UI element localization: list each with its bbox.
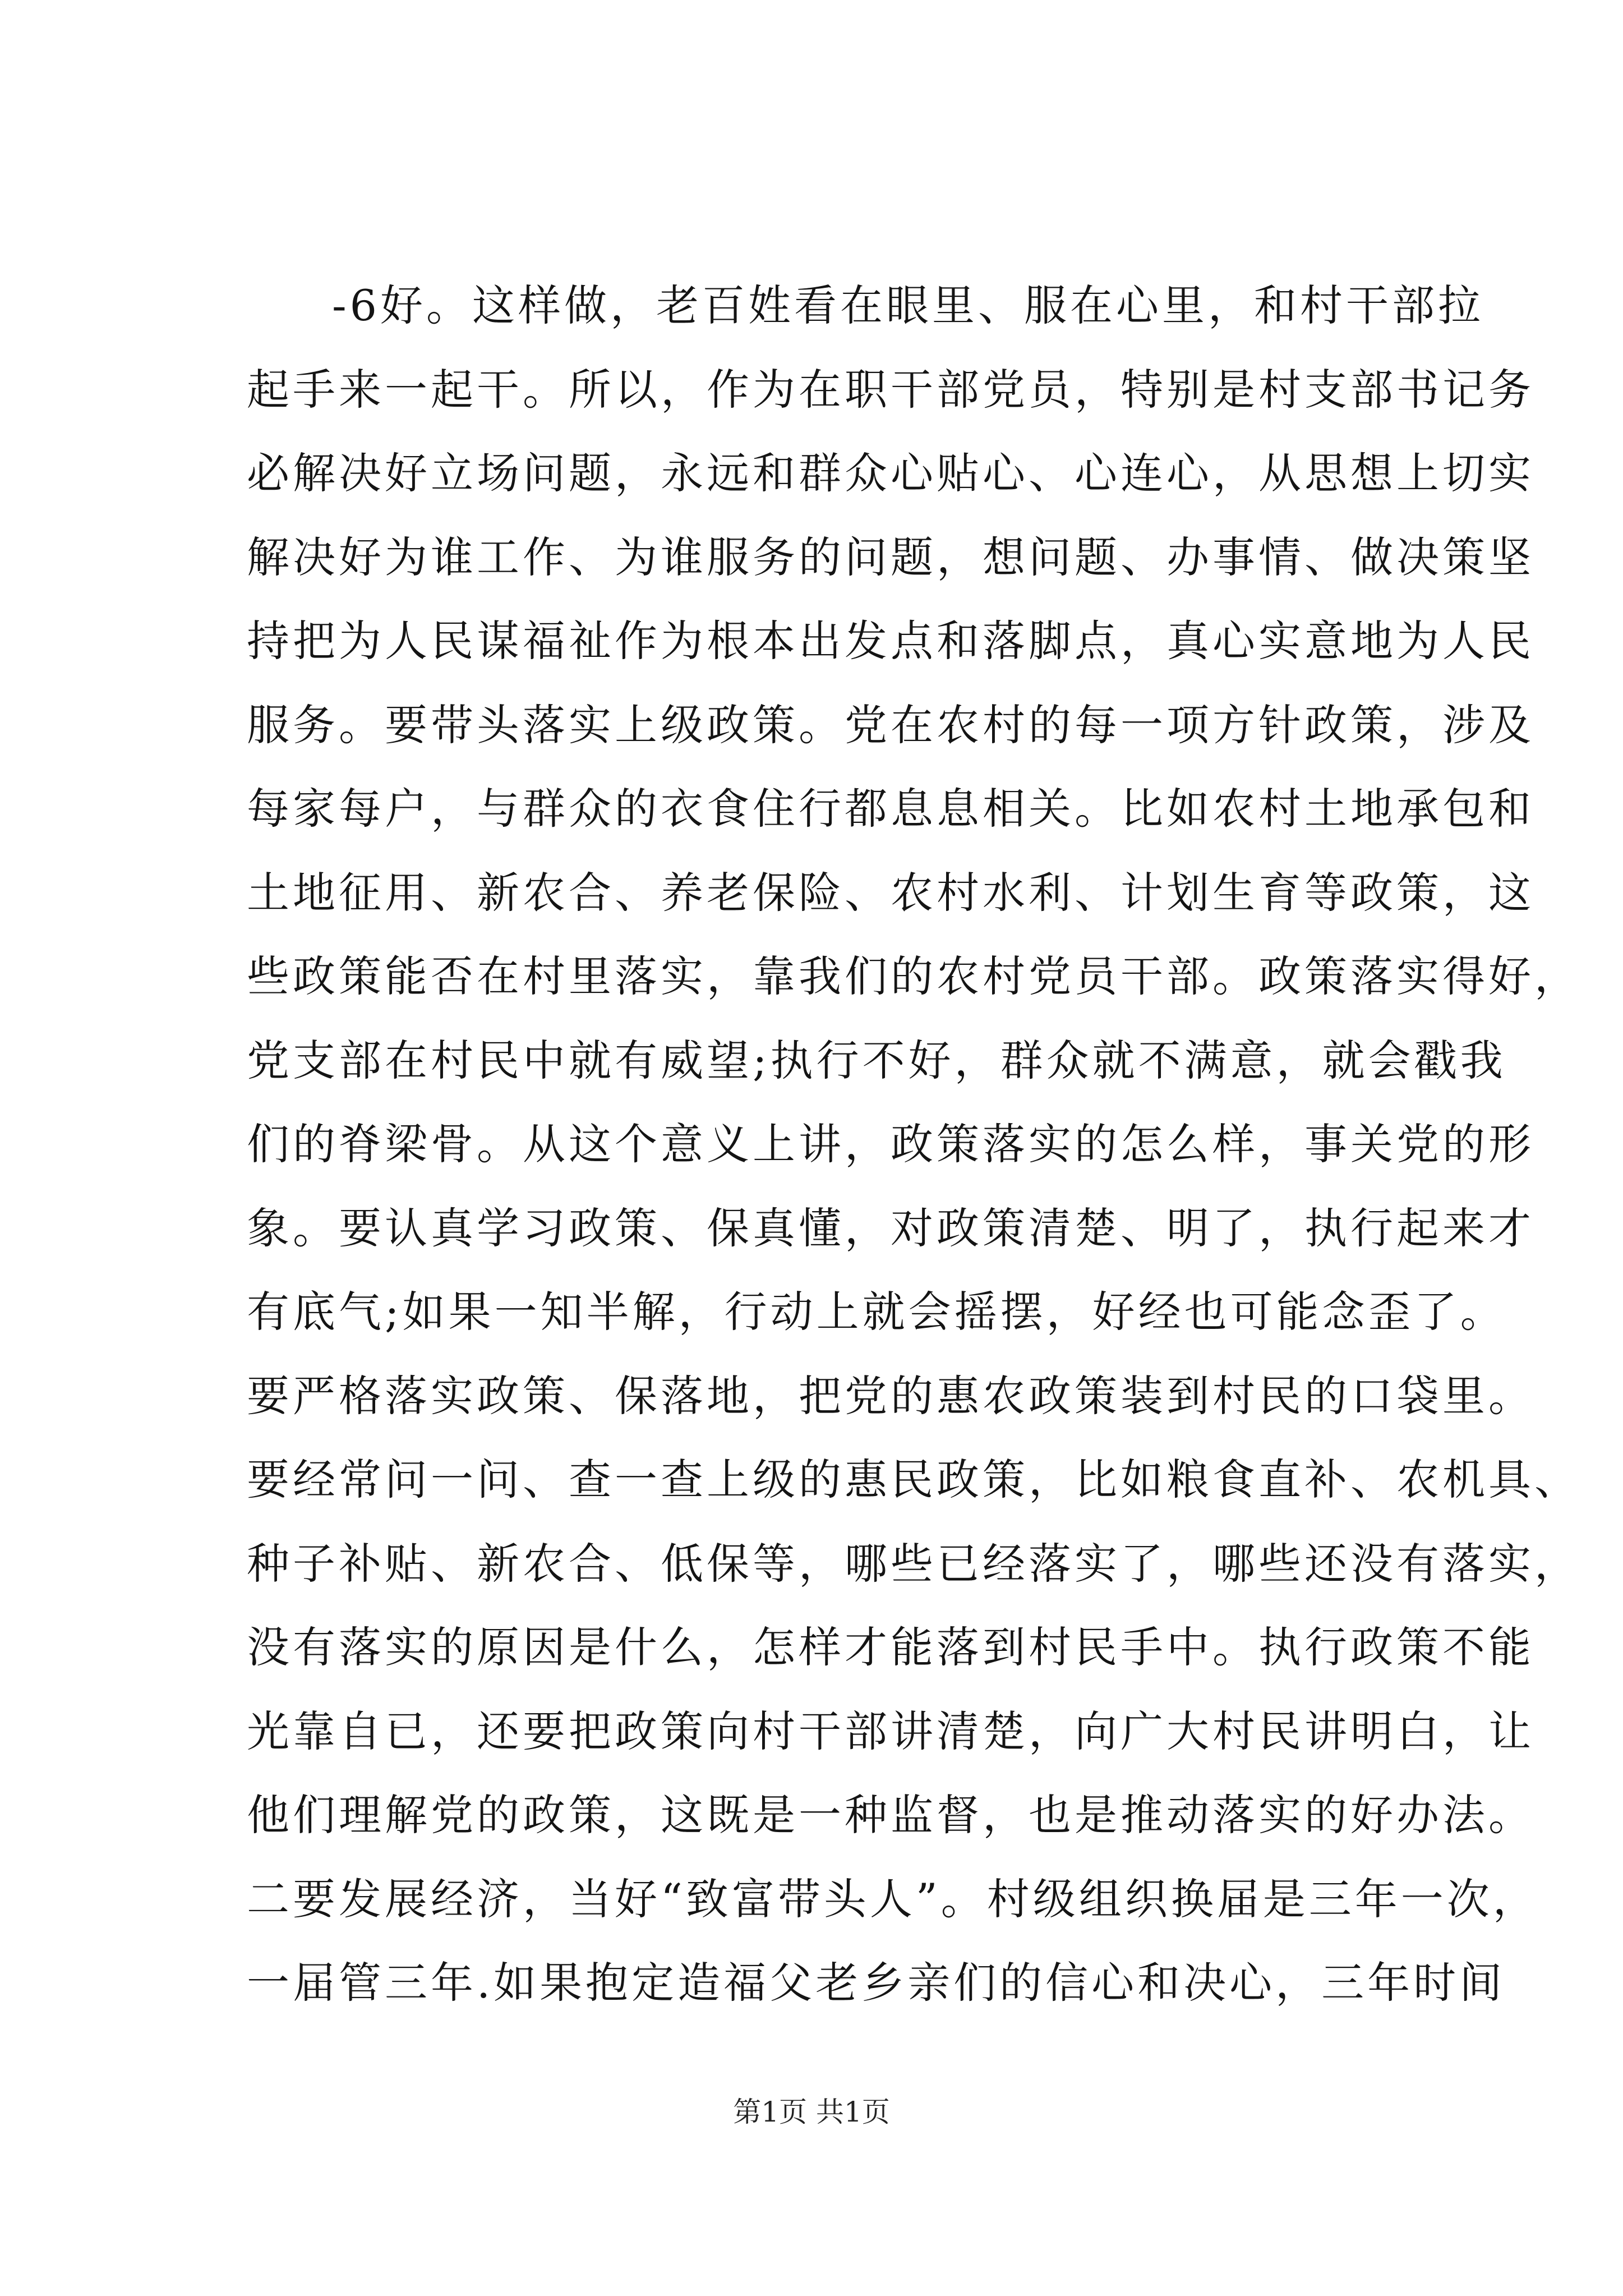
text-line: 要严格落实政策、保落地，把党的惠农政策装到村民的口袋里。 xyxy=(247,1370,1534,1421)
text-line: 起手来一起干。所以，作为在职干部党员，特别是村支部书记务 xyxy=(247,364,1534,415)
text-line: 必解决好立场问题，永远和群众心贴心、心连心，从思想上切实 xyxy=(247,448,1534,498)
text-line: 持把为人民谋福祉作为根本出发点和落脚点，真心实意地为人民 xyxy=(247,616,1534,666)
page-number-label: 第1页 共1页 xyxy=(733,2096,890,2128)
text-line: 服务。要带头落实上级政策。党在农村的每一项方针政策，涉及 xyxy=(247,700,1534,750)
text-line: 每家每户，与群众的衣食住行都息息相关。比如农村土地承包和 xyxy=(247,784,1534,834)
text-line: 解决好为谁工作、为谁服务的问题，想问题、办事情、做决策坚 xyxy=(247,532,1534,582)
text-line: 有底气;如果一知半解，行动上就会摇摆，好经也可能念歪了。 xyxy=(247,1287,1506,1337)
text-line: -6好。这样做，老百姓看在眼里、服在心里，和村干部拉 xyxy=(332,280,1484,330)
text-line: 没有落实的原因是什么，怎样才能落到村民手中。执行政策不能 xyxy=(247,1622,1534,1672)
text-line: 二要发展经济，当好“致富带头人”。村级组织换届是三年一次， xyxy=(247,1874,1539,1924)
text-line: 光靠自已，还要把政策向村干部讲清楚，向广大村民讲明白，让 xyxy=(247,1706,1534,1756)
text-line: 党支部在村民中就有威望;执行不好，群众就不满意，就会戳我 xyxy=(247,1035,1506,1085)
text-line: 他们理解党的政策，这既是一种监督，也是推动落实的好办法。 xyxy=(247,1790,1534,1840)
text-line: 们的脊梁骨。从这个意义上讲，政策落实的怎么样，事关党的形 xyxy=(247,1119,1534,1169)
page-footer xyxy=(0,2095,1623,2129)
text-line: 土地征用、新农合、养老保险、农村水利、计划生育等政策，这 xyxy=(247,867,1534,918)
body-text xyxy=(247,264,1580,2025)
text-line: 些政策能否在村里落实，靠我们的农村党员干部。政策落实得好， xyxy=(247,951,1580,1001)
text-line: 一届管三年.如果抱定造福父老乡亲们的信心和决心，三年时间 xyxy=(247,1958,1506,2008)
text-line: 种子补贴、新农合、低保等，哪些已经落实了，哪些还没有落实， xyxy=(247,1538,1580,1589)
text-line: 象。要认真学习政策、保真懂，对政策清楚、明了，执行起来才 xyxy=(247,1203,1534,1253)
text-line: 要经常问一问、查一查上级的惠民政策，比如粮食直补、农机具、 xyxy=(247,1455,1580,1504)
